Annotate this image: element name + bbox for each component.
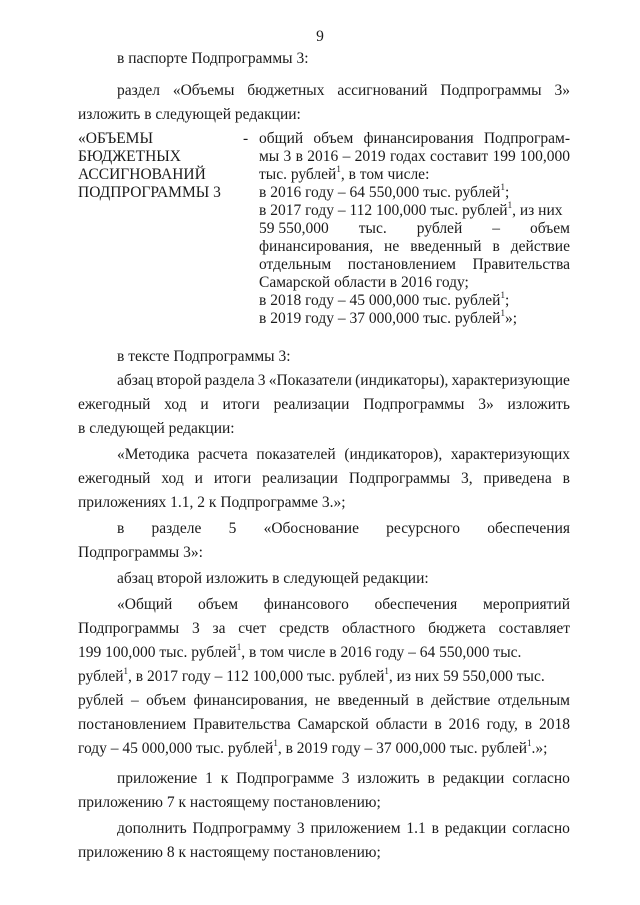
- word: «Объемы: [172, 82, 235, 99]
- word: рублей: [78, 692, 124, 709]
- word: согласно: [512, 820, 570, 837]
- text-span: , в том числе:: [340, 166, 430, 183]
- word: к: [220, 770, 229, 787]
- text-span: , в 2017 году – 112 100,000 тыс. рублей: [128, 668, 385, 685]
- word: в: [431, 820, 439, 837]
- text-span: , из них 59 550,000 тыс.: [388, 668, 545, 685]
- word: дополнить: [117, 820, 187, 837]
- table-left-line: БЮДЖЕТНЫХ: [78, 148, 181, 165]
- text-span: 199 100,000 тыс. рублей: [78, 644, 237, 661]
- word: характеризующих: [450, 446, 570, 463]
- footnote-mark: 1: [500, 289, 505, 300]
- word: 3: [283, 148, 292, 165]
- text-line-justified: [78, 716, 570, 734]
- word: тыс.: [358, 220, 387, 237]
- word: введенный: [337, 692, 409, 709]
- word: (индикаторов),: [344, 446, 443, 463]
- word: 2016: [307, 148, 339, 165]
- word: приложением: [310, 820, 401, 837]
- word: согласно: [512, 770, 570, 787]
- text-line-justified: [117, 82, 570, 100]
- word: 59 550,000: [259, 220, 329, 237]
- text-line-justified: [117, 520, 570, 538]
- table-right-line: [259, 199, 563, 220]
- word: счет: [238, 620, 267, 637]
- word: финансового: [263, 596, 349, 613]
- word: финансирования: [363, 130, 474, 147]
- word: областного: [342, 620, 416, 637]
- word: общий: [259, 130, 304, 147]
- footnote-mark: 1: [273, 737, 278, 748]
- word: средств: [279, 620, 330, 637]
- word: «Показатели: [268, 372, 352, 389]
- word: –: [130, 692, 139, 709]
- word: ход: [164, 396, 187, 413]
- word: 3»: [554, 82, 570, 99]
- text-line: приложению 8 к настоящему постановлению;: [78, 844, 381, 861]
- text-line-justified: [78, 620, 570, 638]
- text-span: рублей: [78, 668, 124, 685]
- footnote-mark: 1: [384, 665, 389, 676]
- word: Подпрограмме: [236, 770, 334, 787]
- text-line: Подпрограммы 3»:: [78, 544, 203, 561]
- table-right-line: [259, 148, 570, 166]
- word: постановлением: [78, 716, 187, 733]
- word: в: [416, 692, 424, 709]
- word: 3: [257, 372, 266, 389]
- table-right-line: [259, 238, 570, 256]
- text-span: году – 45 000,000 тыс. рублей: [78, 740, 274, 757]
- table-right-line: [259, 289, 510, 310]
- word: в: [492, 238, 500, 255]
- word: изложить: [357, 770, 420, 787]
- word: раздел: [117, 82, 160, 99]
- table-dash: -: [243, 130, 249, 147]
- word: Подпрограммы: [440, 82, 542, 99]
- word: ассигнований: [337, 82, 428, 99]
- text-line-justified: [78, 396, 570, 414]
- word: и: [200, 396, 209, 413]
- word: (индикаторы),: [355, 372, 449, 389]
- word: изложить: [507, 396, 570, 413]
- word: годах: [389, 148, 426, 165]
- word: расчета: [198, 446, 248, 463]
- word: рублей: [416, 220, 463, 237]
- word: в: [524, 716, 533, 733]
- text-span: ;: [504, 184, 510, 201]
- text-line-justified: [117, 372, 570, 390]
- table-right-line: [259, 181, 510, 202]
- word: Правительства: [472, 256, 570, 273]
- word: отдельным: [259, 256, 332, 273]
- word: 3»: [478, 396, 494, 413]
- word: абзац: [117, 372, 154, 389]
- word: отдельным: [497, 692, 570, 709]
- word: ресурсного: [386, 520, 461, 537]
- word: 1.1: [406, 820, 426, 837]
- word: Подпрограммы: [348, 470, 451, 487]
- page-number: 9: [316, 28, 324, 45]
- word: редакции: [442, 770, 505, 787]
- text-span: »;: [504, 310, 517, 327]
- word: 3: [296, 820, 305, 837]
- word: Правительства: [193, 716, 291, 733]
- text-span: .»;: [531, 740, 548, 757]
- word: раздела: [204, 372, 255, 389]
- table-left-cell: [78, 130, 221, 202]
- footnote-mark: 1: [500, 307, 505, 318]
- text-span: , в 2019 году – 37 000,000 тыс. рублей: [277, 740, 528, 757]
- word: ход: [161, 470, 184, 487]
- text-span: в 2017 году – 112 100,000 тыс. рублей: [259, 202, 508, 219]
- footnote-mark: 1: [336, 163, 341, 174]
- word: «Обоснование: [263, 520, 359, 537]
- text-span: тыс. рублей: [259, 166, 337, 183]
- text-line: в следующей редакции:: [78, 420, 235, 437]
- word: –: [492, 220, 501, 237]
- word: 3: [341, 770, 350, 787]
- word: 3,: [460, 470, 473, 487]
- text-line-justified: [78, 692, 570, 710]
- word: бюджетных: [247, 82, 325, 99]
- word: области: [375, 716, 428, 733]
- word: Подпрограм-: [483, 130, 570, 147]
- word: 2016: [448, 716, 480, 733]
- word: обеспечения: [374, 596, 458, 613]
- word: реализации: [273, 396, 350, 413]
- text-line: абзац второй изложить в следующей редакции:: [117, 570, 429, 587]
- word: приложение: [117, 770, 198, 787]
- text-line: в паспорте Подпрограммы 3:: [117, 50, 309, 67]
- word: ежегодный: [78, 470, 151, 487]
- word: составляет: [498, 620, 570, 637]
- word: бюджета: [428, 620, 486, 637]
- table-right-line: [259, 256, 570, 274]
- word: 2018: [538, 716, 570, 733]
- word: характеризующие: [451, 372, 570, 389]
- table-right-line: [259, 163, 430, 184]
- word: 5: [228, 520, 237, 537]
- word: Самарской: [297, 716, 369, 733]
- footnote-mark: 1: [527, 737, 532, 748]
- word: реализации: [262, 470, 338, 487]
- word: за: [212, 620, 226, 637]
- text-line: приложению 7 к настоящему постановлению;: [78, 794, 381, 811]
- word: действие: [510, 238, 570, 255]
- footnote-mark: 1: [500, 181, 505, 192]
- word: показателей: [256, 446, 336, 463]
- word: итоги: [213, 470, 252, 487]
- footnote-mark: 1: [236, 641, 242, 652]
- word: Подпрограммы: [78, 620, 180, 637]
- word: обеспечения: [487, 520, 570, 537]
- text-line: приложениях 1.1, 2 к Подпрограмме 3.»;: [78, 494, 346, 511]
- word: 3: [191, 620, 200, 637]
- word: объем: [198, 596, 239, 613]
- footnote-mark: 1: [123, 665, 129, 676]
- word: приведена: [483, 470, 552, 487]
- word: Подпрограммы: [363, 396, 465, 413]
- word: финансирования,: [259, 238, 374, 255]
- word: не: [384, 238, 400, 255]
- table-right-line: [259, 307, 517, 328]
- word: мероприятий: [482, 596, 570, 613]
- word: 2019: [354, 148, 386, 165]
- text-line: [78, 665, 545, 686]
- word: «Общий: [117, 596, 173, 613]
- text-line-justified: [117, 596, 570, 614]
- word: «Методика: [117, 446, 190, 463]
- text-line: [78, 641, 522, 662]
- word: объем: [313, 130, 354, 147]
- table-right-line: [259, 130, 570, 148]
- text-line: изложить в следующей редакции:: [78, 106, 301, 123]
- word: 199 100,000: [492, 148, 570, 165]
- word: ежегодный: [78, 396, 151, 413]
- word: 1: [205, 770, 213, 787]
- word: составит: [430, 148, 489, 165]
- word: и: [194, 470, 203, 487]
- text-line: в тексте Подпрограммы 3:: [117, 348, 291, 365]
- word: в: [117, 520, 125, 537]
- text-line-justified: [78, 470, 570, 488]
- word: редакции: [444, 820, 507, 837]
- text-line-justified: [117, 770, 570, 788]
- text-span: в 2019 году – 37 000,000 тыс. рублей: [259, 310, 501, 327]
- word: второй: [156, 372, 202, 389]
- word: в: [427, 770, 435, 787]
- footnote-mark: 1: [507, 199, 513, 210]
- word: не: [315, 692, 331, 709]
- text-span: в 2016 году – 64 550,000 тыс. рублей: [259, 184, 501, 201]
- table-right-line: [259, 220, 570, 238]
- word: в: [295, 148, 303, 165]
- word: –: [342, 148, 351, 165]
- text-span: , из них: [512, 202, 563, 219]
- word: объем: [146, 692, 187, 709]
- text-line: [78, 737, 548, 758]
- text-line-justified: [117, 820, 570, 838]
- table-left-line: АССИГНОВАНИЙ: [78, 166, 206, 183]
- word: в: [434, 716, 442, 733]
- word: действие: [431, 692, 491, 709]
- word: объем: [530, 220, 570, 237]
- word: постановлением: [347, 256, 456, 273]
- word: итоги: [222, 396, 260, 413]
- word: году,: [486, 716, 518, 733]
- word: в: [562, 470, 570, 487]
- word: разделе: [151, 520, 202, 537]
- text-span: в 2018 году – 45 000,000 тыс. рублей: [259, 292, 501, 309]
- table-left-line: ПОДПРОГРАММЫ 3: [78, 184, 221, 201]
- word: финансирования,: [193, 692, 308, 709]
- text-span: ;: [504, 292, 510, 309]
- text-span: , в том числе в 2016 году – 64 550,000 тыс.: [241, 644, 522, 661]
- word: введенный: [410, 238, 482, 255]
- word: мы: [259, 148, 280, 165]
- word: Подпрограмму: [192, 820, 292, 837]
- table-right-line: Самарской области в 2016 году;: [259, 274, 469, 291]
- table-left-line: «ОБЪЕМЫ: [78, 130, 153, 147]
- text-line-justified: [117, 446, 570, 464]
